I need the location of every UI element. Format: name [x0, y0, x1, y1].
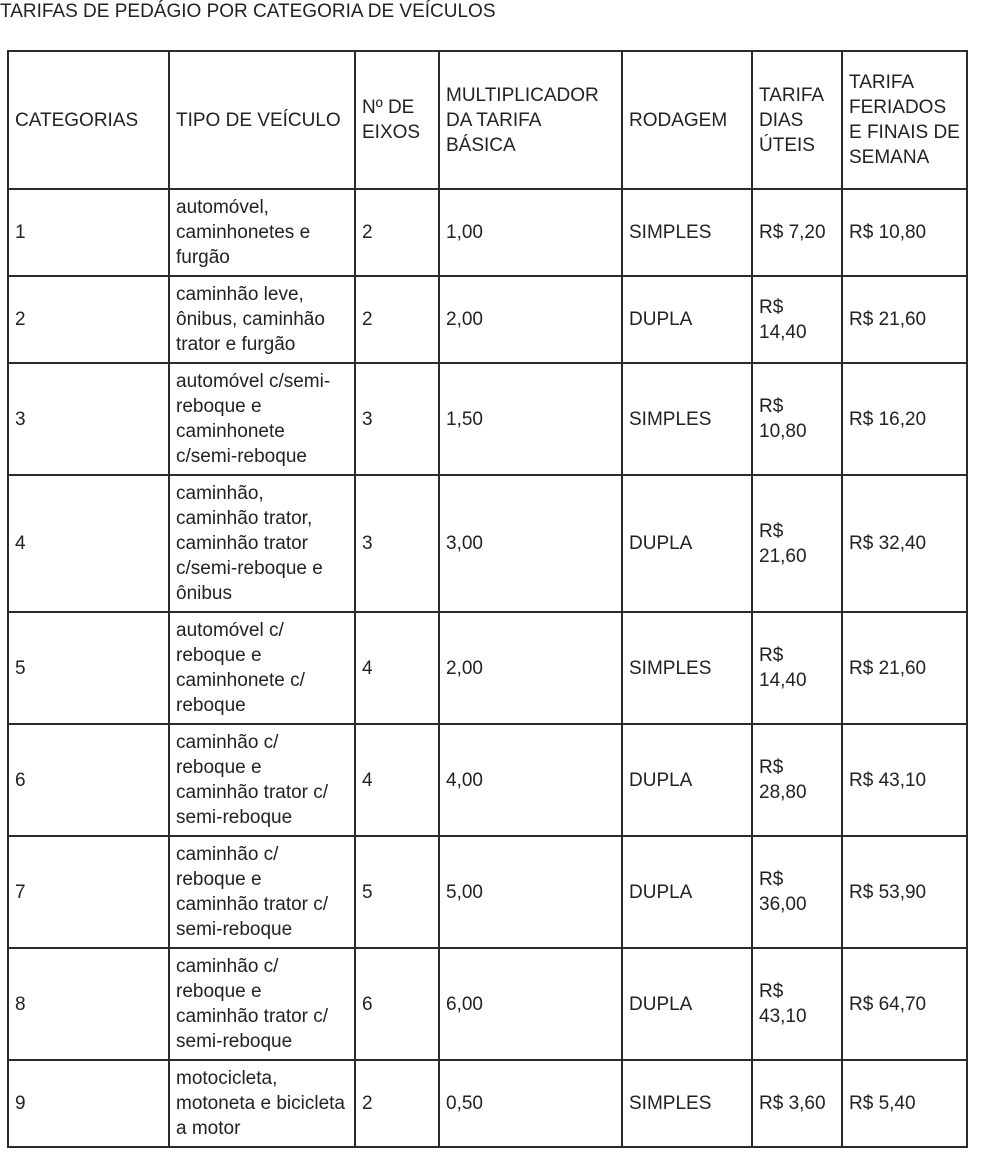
cell-tipo-de-veiculo: caminhão, caminhão trator, caminhão trator c/semi-reboque e ônibus: [169, 475, 355, 612]
cell-tipo-de-veiculo: caminhão c/ reboque e caminhão trator c/ semi-reboque: [169, 724, 355, 836]
cell-tarifa-feriados: R$ 43,10: [842, 724, 967, 836]
cell-eixos: 2: [355, 1060, 439, 1147]
cell-rodagem: DUPLA: [622, 724, 752, 836]
cell-multiplicador: 0,50: [439, 1060, 622, 1147]
cell-categoria: 9: [8, 1060, 169, 1147]
cell-tarifa-dias-uteis: R$ 7,20: [752, 189, 842, 276]
header-categorias: CATEGORIAS: [8, 51, 169, 189]
cell-tipo-de-veiculo: automóvel c/ reboque e caminhonete c/ reboque: [169, 612, 355, 724]
cell-rodagem: SIMPLES: [622, 1060, 752, 1147]
cell-tipo-de-veiculo: caminhão c/ reboque e caminhão trator c/ semi-reboque: [169, 836, 355, 948]
cell-tipo-de-veiculo: automóvel c/semi-reboque e caminhonete c/semi-reboque: [169, 363, 355, 475]
cell-tipo-de-veiculo: caminhão c/ reboque e caminhão trator c/ semi-reboque: [169, 948, 355, 1060]
cell-tarifa-feriados: R$ 16,20: [842, 363, 967, 475]
cell-eixos: 2: [355, 189, 439, 276]
cell-rodagem: DUPLA: [622, 948, 752, 1060]
cell-categoria: 5: [8, 612, 169, 724]
page-title: TARIFAS DE PEDÁGIO POR CATEGORIA DE VEÍCULOS: [0, 1, 496, 22]
cell-categoria: 4: [8, 475, 169, 612]
cell-rodagem: DUPLA: [622, 276, 752, 363]
cell-tarifa-dias-uteis: R$ 14,40: [752, 276, 842, 363]
table-row: [8, 724, 967, 836]
cell-tarifa-dias-uteis: R$ 36,00: [752, 836, 842, 948]
cell-multiplicador: 5,00: [439, 836, 622, 948]
cell-tarifa-dias-uteis: R$ 21,60: [752, 475, 842, 612]
cell-tarifa-dias-uteis: R$ 28,80: [752, 724, 842, 836]
cell-multiplicador: 4,00: [439, 724, 622, 836]
cell-tipo-de-veiculo: automóvel, caminhonetes e furgão: [169, 189, 355, 276]
cell-eixos: 3: [355, 475, 439, 612]
cell-tarifa-feriados: R$ 53,90: [842, 836, 967, 948]
cell-categoria: 8: [8, 948, 169, 1060]
cell-tarifa-dias-uteis: R$ 14,40: [752, 612, 842, 724]
header-tarifa-dias-uteis: TARIFA DIAS ÚTEIS: [752, 51, 842, 189]
cell-tarifa-feriados: R$ 21,60: [842, 612, 967, 724]
table-row: [8, 948, 967, 1060]
cell-multiplicador: 2,00: [439, 612, 622, 724]
cell-multiplicador: 1,00: [439, 189, 622, 276]
cell-tarifa-feriados: R$ 32,40: [842, 475, 967, 612]
table-row: [8, 363, 967, 475]
table-row: [8, 836, 967, 948]
table-header-row: [8, 51, 967, 189]
cell-categoria: 3: [8, 363, 169, 475]
header-numero-de-eixos: Nº DE EIXOS: [355, 51, 439, 189]
cell-eixos: 4: [355, 612, 439, 724]
cell-multiplicador: 2,00: [439, 276, 622, 363]
cell-tarifa-feriados: R$ 64,70: [842, 948, 967, 1060]
table-row: [8, 1060, 967, 1147]
cell-tarifa-feriados: R$ 21,60: [842, 276, 967, 363]
cell-eixos: 2: [355, 276, 439, 363]
cell-multiplicador: 3,00: [439, 475, 622, 612]
header-tarifa-feriados: TARIFA FERIADOS E FINAIS DE SEMANA: [842, 51, 967, 189]
cell-rodagem: DUPLA: [622, 475, 752, 612]
header-tipo-de-veiculo: TIPO DE VEÍCULO: [169, 51, 355, 189]
table-row: [8, 475, 967, 612]
table-row: [8, 276, 967, 363]
cell-tarifa-feriados: R$ 5,40: [842, 1060, 967, 1147]
cell-rodagem: SIMPLES: [622, 363, 752, 475]
cell-rodagem: DUPLA: [622, 836, 752, 948]
cell-tarifa-dias-uteis: R$ 10,80: [752, 363, 842, 475]
cell-categoria: 2: [8, 276, 169, 363]
table-row: [8, 189, 967, 276]
header-multiplicador: MULTIPLICADOR DA TARIFA BÁSICA: [439, 51, 622, 189]
cell-eixos: 6: [355, 948, 439, 1060]
cell-eixos: 5: [355, 836, 439, 948]
cell-categoria: 6: [8, 724, 169, 836]
header-rodagem: RODAGEM: [622, 51, 752, 189]
cell-tarifa-dias-uteis: R$ 43,10: [752, 948, 842, 1060]
cell-categoria: 1: [8, 189, 169, 276]
cell-categoria: 7: [8, 836, 169, 948]
cell-tarifa-dias-uteis: R$ 3,60: [752, 1060, 842, 1147]
cell-tipo-de-veiculo: caminhão leve, ônibus, caminhão trator e furgão: [169, 276, 355, 363]
toll-rates-table: [7, 50, 968, 1148]
cell-eixos: 3: [355, 363, 439, 475]
cell-tarifa-feriados: R$ 10,80: [842, 189, 967, 276]
cell-multiplicador: 1,50: [439, 363, 622, 475]
cell-tipo-de-veiculo: motocicleta, motoneta e bicicleta a motor: [169, 1060, 355, 1147]
cell-rodagem: SIMPLES: [622, 612, 752, 724]
cell-multiplicador: 6,00: [439, 948, 622, 1060]
table-row: [8, 612, 967, 724]
cell-rodagem: SIMPLES: [622, 189, 752, 276]
cell-eixos: 4: [355, 724, 439, 836]
